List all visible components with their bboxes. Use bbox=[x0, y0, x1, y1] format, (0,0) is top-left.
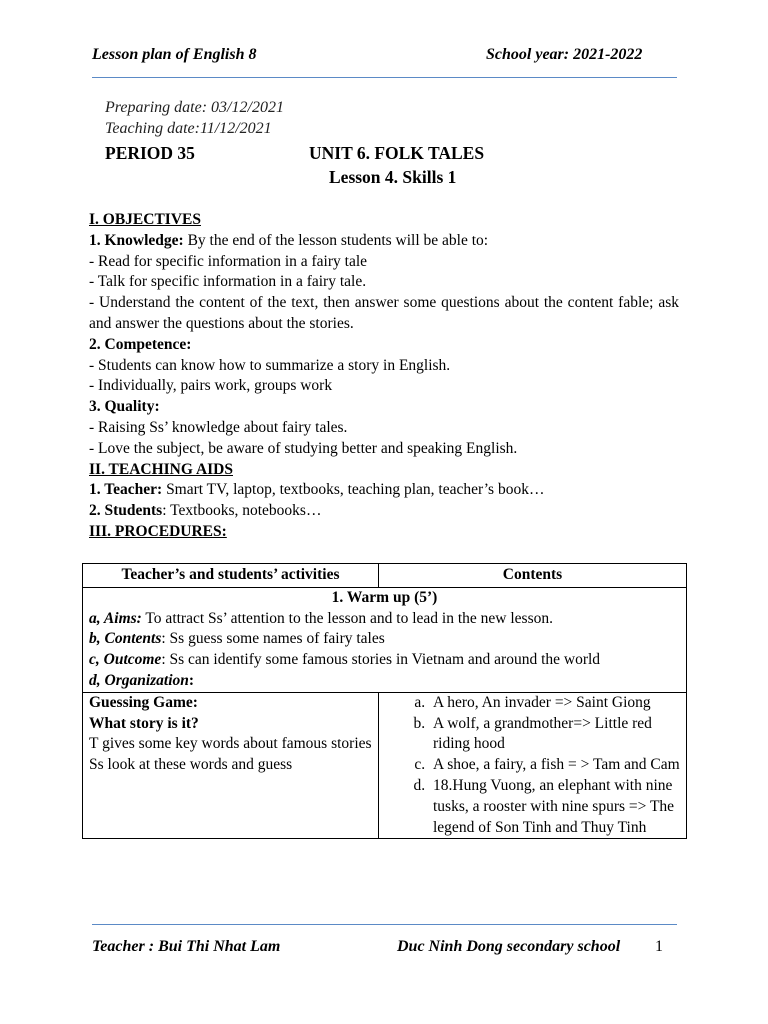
list-item: d. 18.Hung Vuong, an elephant with nine tusks, a rooster with nine spurs => The legend of Son Tinh and Thuy Tinh bbox=[429, 776, 680, 838]
outcome-label: c, Outcome bbox=[89, 651, 162, 669]
table-row bbox=[83, 587, 687, 692]
knowledge-line bbox=[89, 231, 679, 252]
organization-label: d, Organization bbox=[89, 671, 189, 689]
quality-label: 3. Quality: bbox=[89, 398, 160, 416]
footer-divider bbox=[92, 924, 677, 925]
list-item: a. A hero, An invader => Saint Giong bbox=[429, 693, 680, 714]
competence-label: 2. Competence: bbox=[89, 335, 192, 353]
activities-cell bbox=[83, 692, 379, 839]
page-number: 1 bbox=[655, 938, 663, 955]
objectives-heading: I. OBJECTIVES bbox=[89, 211, 201, 228]
contents-cell bbox=[379, 692, 687, 839]
list-item: c. A shoe, a fairy, a fish = > Tam and Cam bbox=[429, 755, 680, 776]
teaching-date: Teaching date:11/12/2021 bbox=[105, 120, 272, 137]
contents-line bbox=[89, 629, 680, 650]
answer-list bbox=[385, 693, 680, 839]
unit-title: UNIT 6. FOLK TALES bbox=[309, 143, 485, 163]
header-divider bbox=[92, 77, 677, 78]
teacher-aids-line bbox=[89, 480, 679, 501]
lesson-title: Lesson 4. Skills 1 bbox=[329, 167, 457, 187]
teacher-aids-text: Smart TV, laptop, textbooks, teaching plan, teacher’s book… bbox=[162, 481, 545, 499]
header-left: Lesson plan of English 8 bbox=[92, 46, 257, 63]
aims-label: a, Aims: bbox=[89, 609, 142, 627]
quality-item: - Raising Ss’ knowledge about fairy tales. bbox=[89, 418, 348, 436]
students-aids-text: : Textbooks, notebooks… bbox=[162, 502, 322, 520]
aims-text: To attract Ss’ attention to the lesson and to lead in the new lesson. bbox=[141, 609, 553, 627]
warmup-title: 1. Warm up (5’) bbox=[331, 588, 438, 606]
organization-colon: : bbox=[188, 671, 195, 689]
footer-teacher: Teacher : Bui Thi Nhat Lam bbox=[92, 938, 281, 955]
list-item: b. A wolf, a grandmother=> Little red riding hood bbox=[429, 714, 680, 756]
game-question: What story is it? bbox=[89, 714, 199, 732]
organization-line bbox=[89, 671, 680, 692]
period-title: PERIOD 35 bbox=[105, 143, 195, 163]
contents-label: b, Contents bbox=[89, 630, 162, 648]
knowledge-item: - Talk for specific information in a fairy tale. bbox=[89, 273, 367, 291]
outcome-line bbox=[89, 650, 680, 671]
students-aids-line bbox=[89, 501, 679, 522]
game-title: Guessing Game: bbox=[89, 693, 198, 711]
knowledge-item: - Understand the content of the text, then answer some questions about the content fable; ask and answer the questions about the stories. bbox=[89, 294, 679, 332]
aims-line bbox=[89, 609, 680, 630]
knowledge-text: By the end of the lesson students will be able to: bbox=[183, 231, 489, 249]
aids-heading: II. TEACHING AIDS bbox=[89, 460, 233, 478]
knowledge-item: - Read for specific information in a fairy tale bbox=[89, 252, 368, 270]
column-header-activities: Teacher’s and students’ activities bbox=[83, 564, 379, 588]
game-instruction: T gives some key words about famous stories bbox=[89, 735, 372, 753]
quality-item: - Love the subject, be aware of studying better and speaking English. bbox=[89, 439, 518, 457]
knowledge-label: 1. Knowledge: bbox=[89, 231, 184, 249]
procedures-heading: III. PROCEDURES: bbox=[89, 522, 227, 540]
outcome-text: : Ss can identify some famous stories in Vietnam and around the world bbox=[161, 651, 601, 669]
students-aids-label: 2. Students bbox=[89, 502, 163, 520]
column-header-contents: Contents bbox=[379, 564, 687, 588]
header-right: School year: 2021-2022 bbox=[486, 46, 643, 63]
table-header-row bbox=[83, 564, 687, 588]
teacher-aids-label: 1. Teacher: bbox=[89, 481, 163, 499]
competence-item: - Students can know how to summarize a story in English. bbox=[89, 356, 451, 374]
table-row bbox=[83, 692, 687, 839]
lesson-body bbox=[89, 210, 679, 543]
competence-item: - Individually, pairs work, groups work bbox=[89, 377, 333, 395]
game-instruction: Ss look at these words and guess bbox=[89, 756, 293, 774]
contents-text: : Ss guess some names of fairy tales bbox=[161, 630, 385, 648]
warmup-cell bbox=[83, 587, 687, 692]
preparing-date: Preparing date: 03/12/2021 bbox=[105, 99, 284, 116]
procedures-table bbox=[82, 563, 687, 839]
footer-school: Duc Ninh Dong secondary school bbox=[397, 938, 621, 955]
